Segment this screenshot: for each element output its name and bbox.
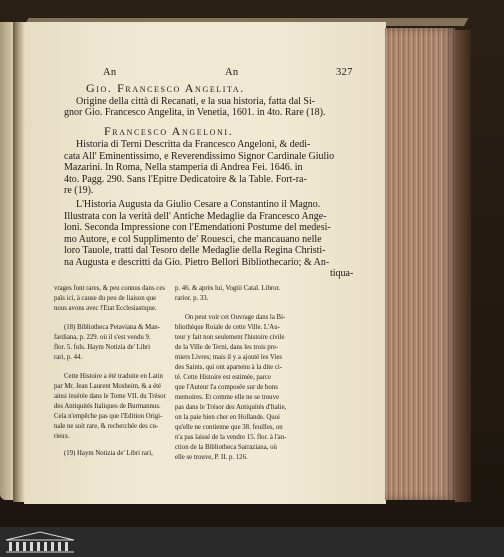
footnote-line: bliothèque Roiale de cette Ville. L'Au- [175,324,280,331]
footnote-line: païs ici, à cause du peu de liaison que [54,295,157,302]
footnote-line: teur y fait non seulement l'histoire civile [175,334,285,341]
footnote-line: fardiana, p. 229. où il s'est vendu 9. [54,334,151,341]
footnote-line: (19) Haym Notizia de' Libri rari, [64,450,153,457]
page-edges [385,28,455,500]
entry-line: gnor Gio. Francesco Angelita, in Venetia, 1601. in 4to. Rare (18). [64,107,326,118]
entry-line: re (19). [64,185,94,196]
footnote-line: rarior. p. 33. [175,295,209,302]
footnote-line: des Antiquités Italiques de Burmannus. [54,403,161,410]
running-head-left: An [103,67,117,78]
footnote-line: Cela n'empêche pas que l'Edition Origi- [54,413,163,420]
footnote-line: memoires. Et comme elle ne se trouve [175,394,279,401]
entry-line: Origine della città di Recanati, e la sua historia, fatta dal Si- [76,96,316,107]
footnote-line: flor. 5. fols. Haym Notizia de' Libri [54,344,151,351]
footnote-line: miers Livres; mais il y a ajouté les Vies [175,354,283,361]
footnote-line: nale ne soit rare, & recherchée des cu- [54,423,159,430]
footnote-line: (18) Bibliotheca Petaviana & Man- [64,324,160,331]
footnote-line: rieux. [54,433,70,440]
book-gutter [13,22,25,502]
footnote-line: rari, p. 44. [54,354,83,361]
entry-line: mo Autore, e col Supplimento de' Rouesci, che mancauano nelle [64,234,322,245]
entry-line: 4to. Pagg. 290. Sans l'Epitre Dedicatoire & la Table. Fort-ra- [64,174,307,185]
footnote-line: p. 46. & après lui, Vogtii Catal. Libror. [175,285,281,292]
footnote-line: On peut voir cet Ouvrage dans la Bi- [185,314,286,321]
entry-line: cata All' Eminentissimo, e Reverendissimo Signor Cardinale Giulio [64,151,335,162]
footnote-line: de la Ville de Terni, dans les trois pre- [175,344,279,351]
footnote-line: pas dans le Trésor des Antiquités d'Italie, [175,404,287,411]
footnote-line: que l'Auteur l'a composée sur de bons [175,384,278,391]
footnote-line: té. Cette Histoire est estimée, parce [175,374,272,381]
page-number: 327 [336,67,353,78]
footnote-line: par Mr. Jean Laurent Mosheim, & a été [54,383,162,390]
left-page-edge [0,22,14,500]
entry-line: loro Tauole, tratti dal Tesoro delle Medaglie della Regina Christi- [64,245,326,256]
footnote-line: qu'elle ne contienne que 38. feuilles, on [175,424,283,431]
footnote-line: des Saints, qui ont apartenu à la dite ci- [175,364,283,371]
entry-title-angeloni: Francesco Angeloni. [104,124,234,138]
footnote-line: Cette Histoire a été traduite en Latin [64,373,163,380]
entry-title-angelita: Gio. Francesco Angelita. [86,81,245,95]
footnote-line: elle se trouve, P. II. p. 126. [175,454,248,461]
entry-line: na Augusta e descritti da Gio. Pietro Bellori Bibliothecario; & An- [64,257,330,268]
entry-line: Historia di Terni Descritta da Francesco Angeloni, & dedi- [76,139,311,150]
footnote-line: on la paie bien cher en Hollande. Quoi [175,414,280,421]
entry-line: tiqua- [330,268,354,279]
running-head-center: An [225,67,239,78]
entry-line: L'Historia Augusta da Giulio Cesare a Constantino il Magno. [76,199,321,210]
footnote-line: ainsi insérée dans le Tome VII. du Trésor [54,393,166,400]
footnote-line: nous avons avec l'Etat Ecclesiastique. [54,305,157,312]
footnote-line: ction de la Bibliotheca Sarraziana, où [175,444,277,451]
book-cover-edge [455,30,471,502]
footnote-line: vrages font rares, & peu connus dans ces [54,285,165,292]
footnote-line: n'a pas laissé de la vendre 15. flor. à l'an- [175,434,287,441]
library-building-icon [4,530,76,554]
entry-line: Mazarini. In Roma, Nella stamperia di Andrea Fei. 1646. in [64,162,303,173]
entry-line: loni. Seconda Impressione con l'Emendationi Postume del medesi- [64,222,331,233]
entry-line: Illustrata con la verità dell' Antiche Medaglie da Francesco Ange- [64,211,327,222]
